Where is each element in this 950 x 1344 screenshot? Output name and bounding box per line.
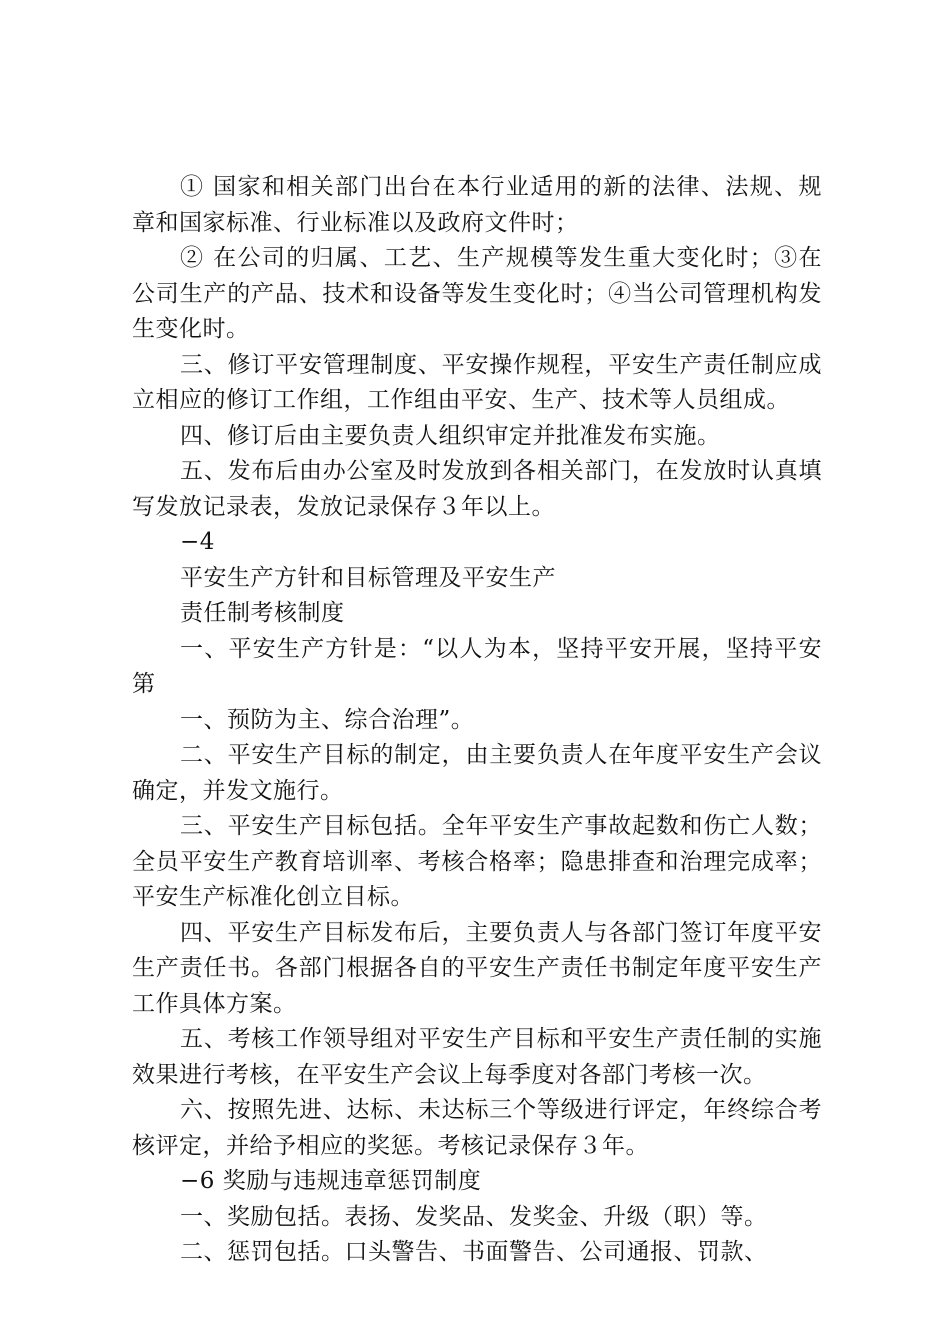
paragraph-distribution: 五、发布后由办公室及时发放到各相关部门，在发放时认真填写发放记录表，发放记录保存３年以上。	[132, 458, 822, 520]
section-title-line-1: 平安生产方针和目标管理及平安生产	[180, 564, 556, 591]
paragraph-responsibility: 四、平安生产目标发布后，主要负责人与各部门签订年度平安生产责任书。各部门根据各自的平安生产责任书制定年度平安生产工作具体方案。	[132, 919, 822, 1017]
paragraph-revision-condition-1: ① 国家和相关部门出台在本行业适用的新的法律、法规、规章和国家标准、行业标准以及政府文件时；	[132, 174, 822, 236]
paragraph-policy: 一、平安生产方针是：“以人为本，坚持平安开展，坚持平安第	[132, 635, 822, 697]
paragraph-goal-contents: 三、平安生产目标包括。全年平安生产事故起数和伤亡人数；全员平安生产教育培训率、考核合格率；隐患排查和治理完成率；平安生产标准化创立目标。	[132, 813, 822, 910]
section-number: −4	[180, 529, 215, 555]
paragraph-revision-condition-2: ② 在公司的归属、工艺、生产规模等发生重大变化时；③在公司生产的产品、技术和设备等发生变化时；④当公司管理机构发生变化时。	[132, 245, 822, 342]
section-title-line-2: 责任制考核制度	[180, 600, 345, 626]
paragraph-evaluation: 六、按照先进、达标、未达标三个等级进行评定，年终综合考核评定，并给予相应的奖惩。考核记录保存３年。	[132, 1097, 822, 1159]
paragraph-approval: 四、修订后由主要负责人组织审定并批准发布实施。	[180, 422, 721, 449]
paragraph-assessment: 五、考核工作领导组对平安生产目标和平安生产责任制的实施效果进行考核，在平安生产会议上每季度对各部门考核一次。	[132, 1026, 822, 1088]
paragraph-policy-continued: 一、预防为主、综合治理”。	[180, 706, 475, 733]
paragraph-goal-setting: 二、平安生产目标的制定，由主要负责人在年度平安生产会议确定，并发文施行。	[132, 742, 822, 804]
paragraph-revision-workgroup: 三、修订平安管理制度、平安操作规程，平安生产责任制应成立相应的修订工作组，工作组由平安、生产、技术等人员组成。	[132, 351, 822, 413]
paragraph-rewards: 一、奖励包括。表扬、发奖品、发奖金、升级（职）等。	[180, 1203, 768, 1230]
document-body	[132, 170, 822, 1271]
paragraph-penalties: 二、惩罚包括。口头警告、书面警告、公司通报、罚款、	[180, 1239, 768, 1265]
section-heading-rewards: −6 奖励与违规违章惩罚制度	[180, 1168, 482, 1194]
